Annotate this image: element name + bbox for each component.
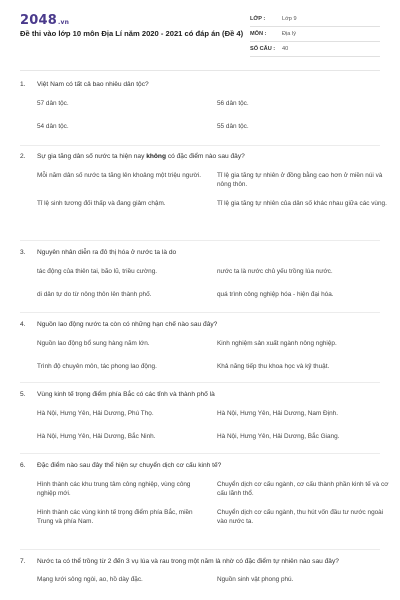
answer-option-d[interactable]: Hà Nội, Hưng Yên, Hải Dương, Bắc Giang.: [217, 433, 340, 441]
meta-row-class: [250, 12, 380, 27]
question-text: Nguồn lao động nước ta còn có những hạn chế nào sau đây?: [37, 321, 218, 328]
answer-option-d[interactable]: 55 dân tộc.: [217, 123, 249, 131]
answer-option-c[interactable]: 54 dân tộc.: [37, 123, 69, 131]
meta-info-table: [250, 12, 380, 57]
answer-option-c[interactable]: Tỉ lệ sinh tương đối thấp và đang giảm chậm.: [37, 199, 166, 207]
question-1: [20, 80, 380, 132]
meta-key: LỚP :: [250, 16, 266, 22]
question-text-part: có đặc điểm nào sau đây?: [165, 153, 245, 160]
answer-option-a[interactable]: 57 dân tộc.: [37, 100, 69, 107]
question-number: 3.: [20, 249, 26, 256]
answer-option-a[interactable]: Mỗi năm dân số nước ta tăng lên khoảng một triệu người.: [37, 172, 202, 179]
logo-text: 2048: [20, 13, 57, 28]
site-logo[interactable]: [20, 13, 69, 28]
answer-options: [37, 171, 387, 208]
answer-option-b[interactable]: Nguồn sinh vật phong phú.: [217, 576, 294, 583]
question-text: Đặc điểm nào sau đây thể hiện sự chuyển dịch cơ cấu kinh tế?: [37, 462, 222, 469]
meta-value: 40: [282, 46, 289, 52]
meta-row-count: [250, 42, 380, 57]
answer-option-b[interactable]: Chuyển dịch cơ cấu ngành, cơ cấu thành phần kinh tế và cơ cấu lãnh thổ.: [217, 481, 389, 498]
page-title: Đề thi vào lớp 10 môn Địa Lí năm 2020 - 2021 có đáp án (Đề 4): [20, 29, 244, 38]
question-divider: [20, 145, 380, 146]
question-number: 4.: [20, 321, 26, 328]
answer-option-c[interactable]: di dân tự do từ nông thôn lên thành phố.: [37, 291, 152, 299]
answer-option-a[interactable]: Mạng lưới sông ngòi, ao, hồ dày đặc.: [37, 576, 143, 583]
answer-options: [37, 267, 380, 300]
question-2: [20, 152, 387, 208]
question-text: [37, 152, 380, 162]
answer-options: [37, 480, 389, 527]
answer-option-c[interactable]: Hình thành các vùng kinh tế trọng điểm phía Bắc, miền Trung và phía Nam.: [37, 508, 193, 526]
question-text: Vùng kinh tế trọng điểm phía Bắc có các tỉnh và thành phố là: [37, 391, 215, 398]
page-header: [0, 0, 400, 68]
answer-option-d[interactable]: Khả năng tiếp thu khoa học và kỹ thuật.: [217, 363, 330, 371]
meta-value: Lớp 9: [282, 16, 297, 22]
question-text: Nguyên nhân diễn ra đô thị hóa ở nước ta là do: [37, 249, 177, 256]
question-4: [20, 320, 380, 372]
question-number: 7.: [20, 558, 26, 565]
answer-option-a[interactable]: tác động của thiên tai, bão lũ, triều cường.: [37, 268, 158, 275]
answer-option-d[interactable]: Tỉ lệ gia tăng tự nhiên của dân số khác nhau giữa các vùng.: [217, 199, 387, 207]
question-divider: [20, 240, 380, 241]
answer-option-b[interactable]: 56 dân tộc.: [217, 100, 249, 107]
answer-options: [37, 575, 380, 584]
answer-option-c[interactable]: Hà Nội, Hưng Yên, Hải Dương, Bắc Ninh.: [37, 433, 156, 441]
question-divider: [20, 549, 380, 550]
meta-key: SỐ CÂU :: [250, 46, 276, 52]
header-divider: [20, 70, 380, 71]
question-6: [20, 461, 389, 527]
answer-option-d[interactable]: quá trình công nghiệp hóa - hiện đại hóa.: [217, 291, 334, 299]
meta-value: Địa lý: [282, 31, 296, 37]
meta-key: MÔN :: [250, 31, 267, 37]
answer-option-a[interactable]: Hình thành các khu trung tâm công nghiệp, vùng công nghiệp mới.: [37, 481, 191, 498]
question-number: 5.: [20, 391, 26, 398]
question-divider: [20, 382, 380, 383]
question-text-part: Sự gia tăng dân số nước ta hiện nay: [37, 153, 147, 160]
logo-suffix: .vn: [57, 19, 70, 26]
question-number: 1.: [20, 81, 26, 88]
question-text: Nước ta có thể trồng từ 2 đến 3 vụ lúa và rau trong một năm là nhờ có đặc điểm tự nhiên nào sau đây?: [37, 558, 339, 565]
question-number: 2.: [20, 153, 26, 160]
answer-option-b[interactable]: nước ta là nước chủ yếu trồng lúa nước.: [217, 268, 333, 275]
question-divider: [20, 312, 380, 313]
question-3: [20, 248, 380, 300]
question-5: [20, 390, 380, 442]
answer-option-a[interactable]: Nguồn lao động bổ sung hàng năm lớn.: [37, 340, 150, 347]
question-7: [20, 557, 380, 584]
answer-option-d[interactable]: Chuyển dịch cơ cấu ngành, thu hút vốn đầu tư nước ngoài vào nước ta.: [217, 508, 384, 526]
answer-options: [37, 339, 380, 372]
answer-options: [37, 409, 380, 442]
answer-option-b[interactable]: Hà Nội, Hưng Yên, Hải Dương, Nam Định.: [217, 410, 338, 417]
question-divider: [20, 453, 380, 454]
question-text-emphasis: không: [146, 153, 166, 160]
question-text: Việt Nam có tất cả bao nhiêu dân tộc?: [37, 81, 149, 88]
answer-options: [37, 99, 380, 132]
question-number: 6.: [20, 462, 26, 469]
answer-option-b[interactable]: Kinh nghiệm sản xuất ngành nông nghiệp.: [217, 340, 337, 347]
answer-option-a[interactable]: Hà Nội, Hưng Yên, Hải Dương, Phú Thọ.: [37, 410, 154, 417]
answer-option-b[interactable]: Tỉ lệ gia tăng tự nhiên ở đồng bằng cao hơn ở miền núi và nông thôn.: [217, 172, 383, 189]
meta-row-subject: [250, 27, 380, 42]
answer-option-c[interactable]: Trình độ chuyên môn, tác phong lao động.: [37, 363, 157, 371]
